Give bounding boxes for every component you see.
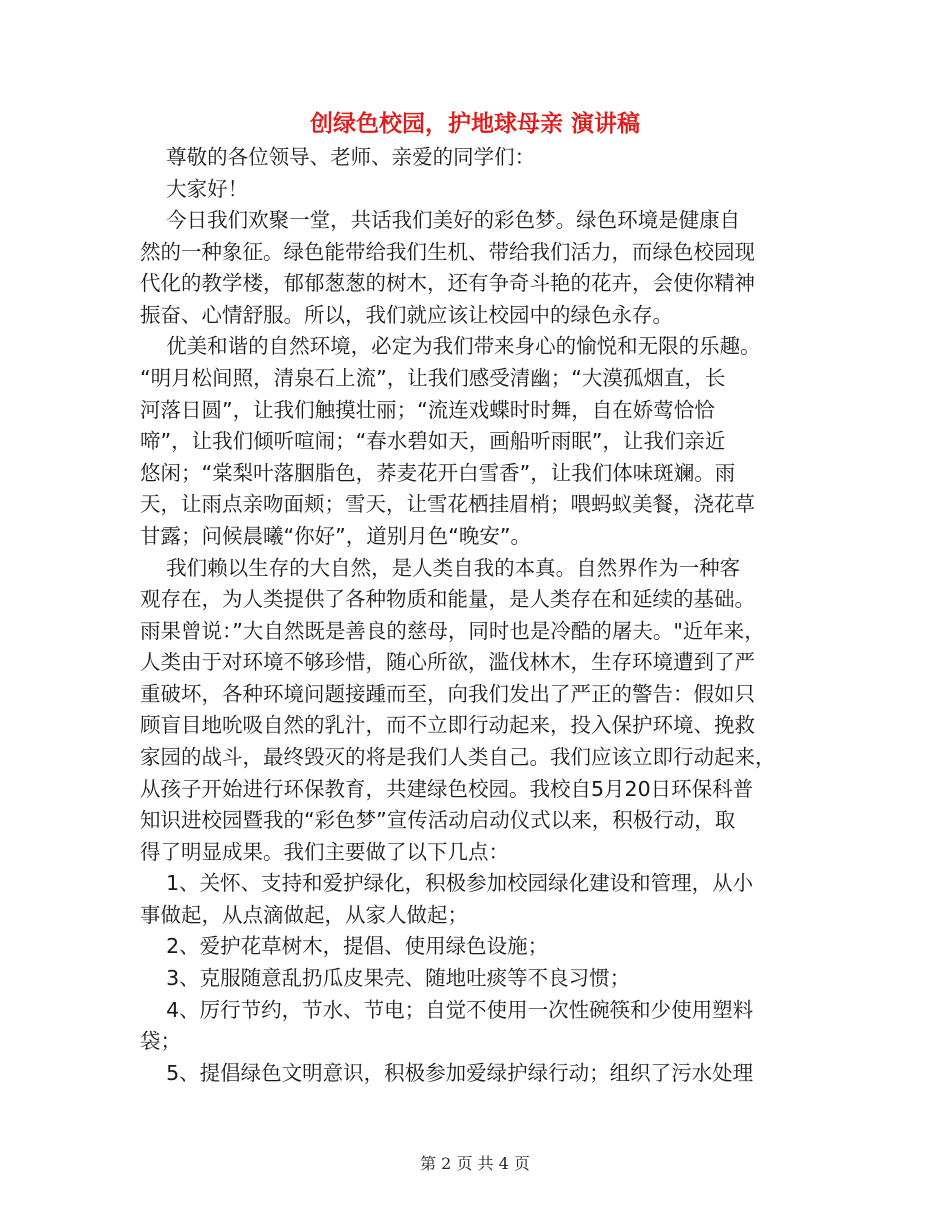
text-line: 观存在，为人类提供了各种物质和能量，是人类存在和延续的基础。	[140, 587, 755, 612]
document-body	[140, 142, 820, 1089]
page-title: 创绿色校园，护地球母亲 演讲稿	[309, 111, 640, 137]
text-line: 代化的教学楼，郁郁葱葱的树木，还有争奇斗艳的花卉，会使你精神	[140, 271, 755, 296]
text-line: 家园的战斗，最终毁灭的将是我们人类自己。我们应该立即行动起来，	[140, 744, 776, 769]
text-line: 甘露；问候晨曦“你好”，道别月色“晚安”。	[140, 523, 531, 548]
text-line: 人类由于对环境不够珍惜，随心所欲，滥伐林木，生存环境遭到了严	[140, 650, 755, 675]
text-line: 今日我们欢聚一堂，共话我们美好的彩色梦。绿色环境是健康自	[140, 208, 741, 233]
text-line: 振奋、心情舒服。所以，我们就应该让校园中的绿色永存。	[140, 302, 673, 327]
text-line: 河落日圆”，让我们触摸壮丽；“流连戏蝶时时舞，自在娇莺恰恰	[140, 397, 715, 422]
text-line: 我们赖以生存的大自然，是人类自我的本真。自然界作为一种客	[140, 555, 741, 580]
text-line: 4、厉行节约，节水、节电；自觉不使用一次性碗筷和少使用塑料	[140, 997, 754, 1022]
text-line: 重破坏，各种环境问题接踵而至，向我们发出了严正的警告：假如只	[140, 681, 755, 706]
text-line: 5、提倡绿色文明意识，积极参加爱绿护绿行动；组织了污水处理	[140, 1060, 754, 1085]
text-line: 得了明显成果。我们主要做了以下几点：	[140, 839, 509, 864]
text-line: 2、爱护花草树木，提倡、使用绿色设施；	[140, 934, 549, 959]
text-line: 1、关怀、支持和爱护绿化，积极参加校园绿化建设和管理，从小	[140, 871, 754, 896]
text-line: 大家好！	[140, 176, 249, 201]
text-line: 袋；	[140, 1029, 181, 1054]
page-footer: 第 2 页 共 4 页	[420, 1154, 530, 1173]
text-line: 悠闲；“棠梨叶落胭脂色，荞麦花开白雪香”，让我们体味斑斓。雨	[140, 460, 736, 485]
text-line: 啼”，让我们倾听喧闹；“春水碧如天，画船听雨眠”，让我们亲近	[140, 429, 726, 454]
text-line: 雨果曾说：”大自然既是善良的慈母，同时也是冷酷的屠夫。"近年来，	[140, 618, 765, 643]
text-line: 顾盲目地吮吸自然的乳汁，而不立即行动起来，投入保护环境、挽救	[140, 713, 755, 738]
text-line: “明月松间照，清泉石上流”，让我们感受清幽；“大漠孤烟直，长	[140, 366, 726, 391]
text-line: 然的一种象征。绿色能带给我们生机、带给我们活力，而绿色校园现	[140, 239, 755, 264]
text-line: 优美和谐的自然环境，必定为我们带来身心的愉悦和无限的乐趣。	[140, 334, 761, 359]
text-line: 从孩子开始进行环保教育，共建绿色校园。我校自5月20日环保科普	[140, 776, 754, 801]
text-line: 知识进校园暨我的“彩色梦”宣传活动启动仪式以来，积极行动，取	[140, 808, 736, 833]
text-line: 事做起，从点滴做起，从家人做起；	[140, 902, 468, 927]
text-line: 3、克服随意乱扔瓜皮果壳、随地吐痰等不良习惯；	[140, 966, 631, 991]
text-line: 尊敬的各位领导、老师、亲爱的同学们：	[140, 145, 536, 169]
text-line: 天，让雨点亲吻面颊；雪天，让雪花栖挂眉梢；喂蚂蚁美餐，浇花草	[140, 492, 755, 517]
